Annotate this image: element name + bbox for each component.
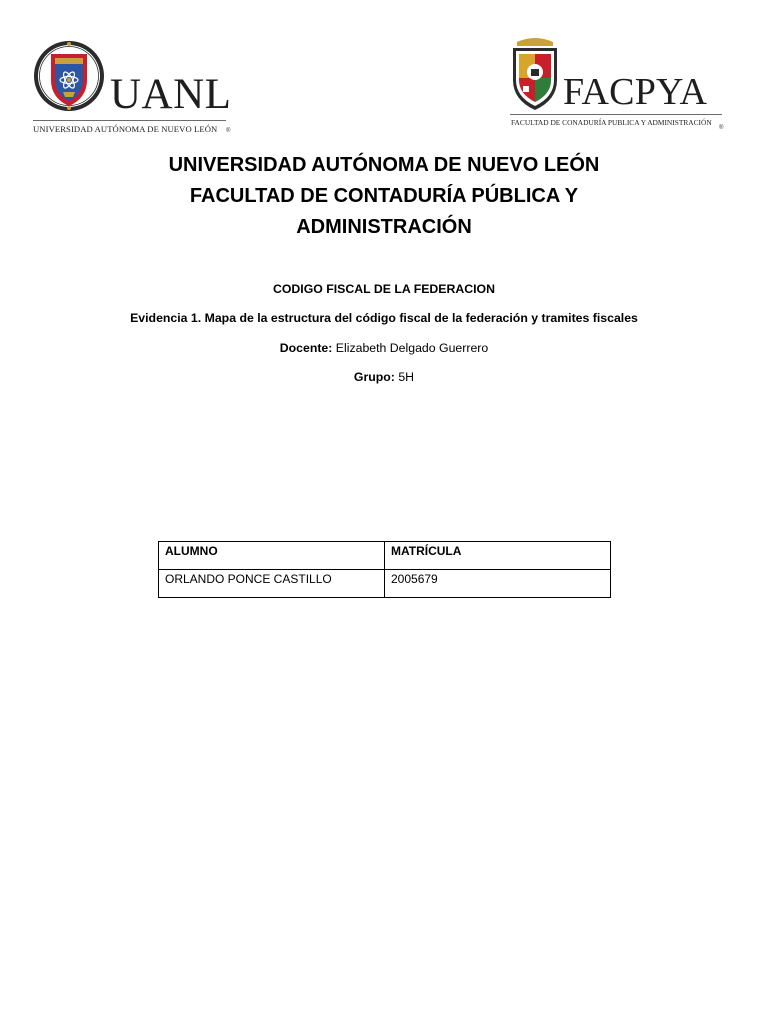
table-row — [159, 570, 611, 598]
uanl-subtitle: UNIVERSIDAD AUTÓNOMA DE NUEVO LEÓN — [33, 124, 218, 134]
uanl-divider — [33, 120, 226, 121]
title-line-1: UNIVERSIDAD AUTÓNOMA DE NUEVO LEÓN — [168, 154, 600, 176]
title-line-2: FACULTAD DE CONTADURÍA PÚBLICA Y — [189, 185, 579, 207]
document-title — [84, 150, 684, 243]
facpya-seal-icon — [509, 36, 561, 112]
facpya-wordmark: FACPYA — [563, 71, 708, 113]
group-label: Grupo: — [353, 370, 395, 384]
evidence-title: Evidencia 1. Mapa de la estructura del código fiscal de la federación y tramites fiscales — [130, 311, 638, 325]
uanl-logo — [33, 40, 233, 138]
teacher-line — [34, 340, 734, 356]
subject-title: CODIGO FISCAL DE LA FEDERACION — [272, 282, 496, 296]
facpya-subtitle: FACULTAD DE CONADURÍA PUBLICA Y ADMINISTRACIÓN — [511, 118, 712, 127]
uanl-wordmark: UANL — [110, 71, 232, 118]
uanl-registered-mark: ® — [226, 128, 231, 134]
cell-student-id: 2005679 — [385, 570, 611, 598]
table-header-row — [159, 542, 611, 570]
uanl-seal-icon — [33, 40, 105, 118]
facpya-logo — [508, 36, 730, 136]
facpya-divider — [510, 114, 722, 115]
header-matricula: MATRÍCULA — [385, 542, 611, 570]
facpya-registered-mark: ® — [719, 125, 724, 131]
student-table — [158, 541, 611, 598]
header-alumno: ALUMNO — [159, 542, 385, 570]
teacher-name: Elizabeth Delgado Guerrero — [335, 341, 489, 355]
group-line — [34, 369, 734, 385]
teacher-label: Docente: — [279, 341, 333, 355]
cell-student-name: ORLANDO PONCE CASTILLO — [159, 570, 385, 598]
group-value: 5H — [398, 370, 415, 384]
title-line-3: ADMINISTRACIÓN — [296, 216, 472, 238]
